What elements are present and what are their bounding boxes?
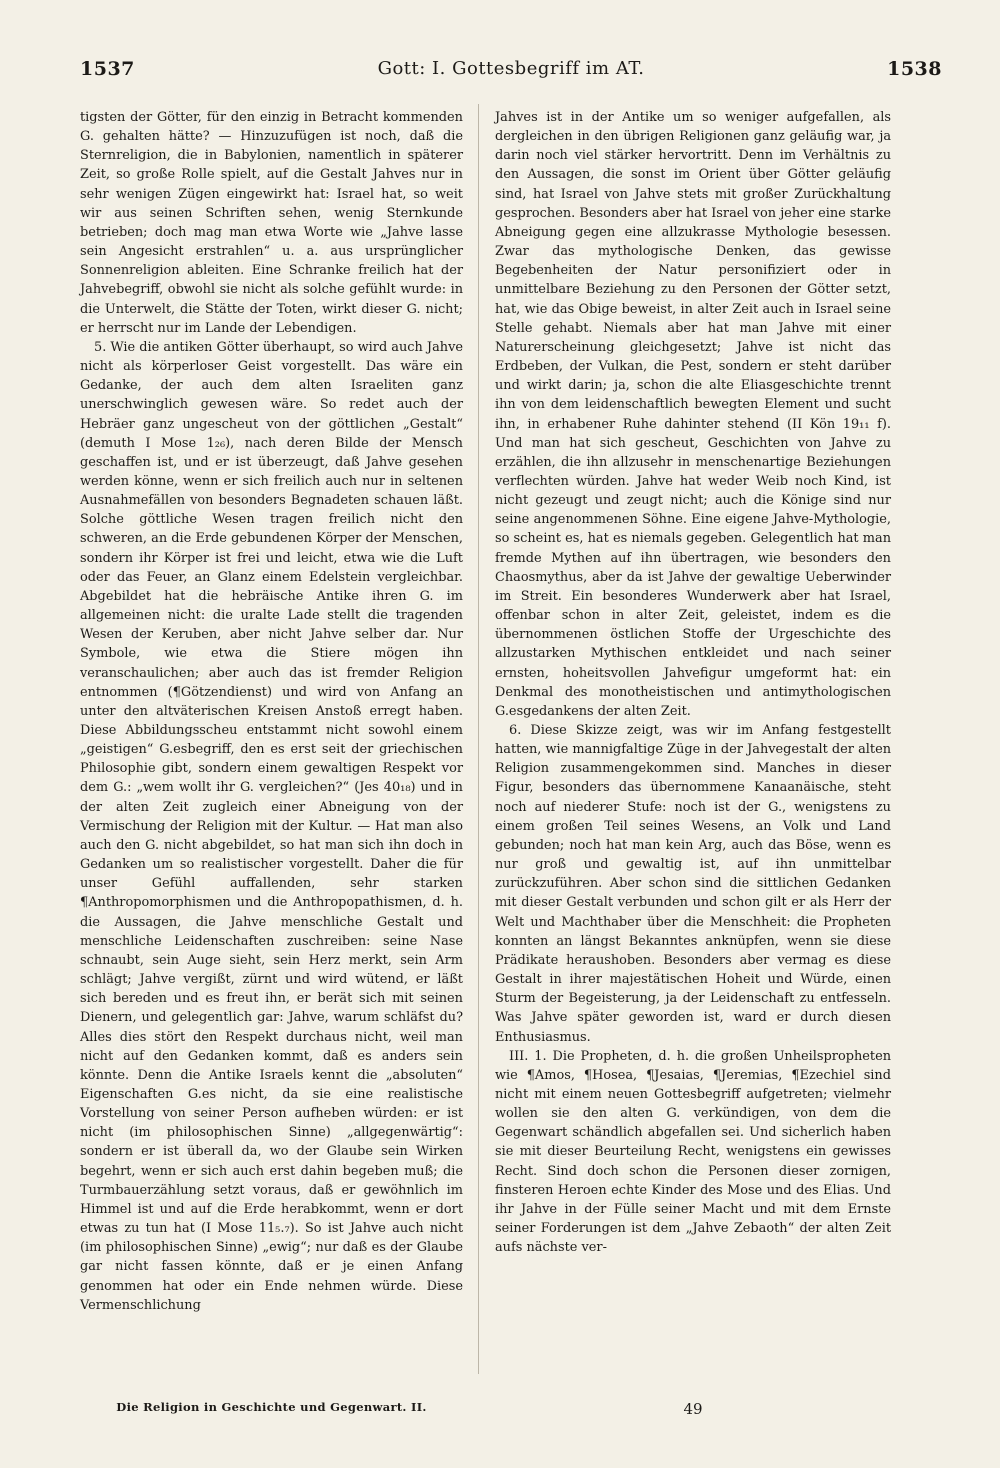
right-paragraph-3: III. 1. Die Propheten, d. h. die großen Unheilspropheten wie ¶Amos, ¶Hosea, ¶Jesaias, ¶Jeremias, ¶Ezechiel sind nicht mit einem neuen Gottesbegriff aufgetreten; vielmehr wollen sie den alten G. verkündigen, von dem die Gegenwart schändlich abgefallen sei. Und sicherlich haben sie mit dieser Beurteilung Recht, wenigstens ein gewisses Recht. Sind doch schon die Personen dieser zornigen, finsteren Heroen echte Kinder des Mose und des Elias. Und ihr Jahve in der Fülle seiner Macht und mit dem Ernste seiner Forderungen ist dem „Jahve Zebaoth“ der alten Zeit aufs nächste ver- [495,1048,891,1256]
running-title: Gott: I. Gottesbegriff im AT. [377,58,645,79]
right-paragraph-2: 6. Diese Skizze zeigt, was wir im Anfang festgestellt hatten, wie mannigfaltige Züge in der Jahvegestalt der alten Religion zusammengekommen sind. Manches in dieser Figur, besonders das übernommene Kanaanäische, steht noch auf niederer Stufe: noch ist der G., wenigstens zu einem großen Teil seines Wesens, an Volk und Land gebunden; noch hat man kein Arg, auch das Böse, wenn es nur groß und gewaltig ist, auf ihn unmittelbar zurückzuführen. Aber schon sind die sittlichen Gedanken mit dieser Gestalt verbunden und schon gilt er als Herr der Welt und Machthaber über die Menschheit: die Propheten konnten an längst Bekanntes anknüpfen, wenn sie diese Prädikate heraushoben. Besonders aber vermag es diese Gestalt in ihrer majestätischen Hoheit und Würde, einen Sturm der Begeisterung, ja der Leidenschaft zu entfesseln. Was Jahve später geworden ist, ward er durch diesen Enthusiasmus. [495,723,891,1045]
footer-signature-number: 49 [683,1400,703,1418]
left-column [80,108,463,1315]
footer-publication-title: Die Religion in Geschichte und Gegenwart. II. [116,1400,427,1414]
left-paragraph-2: 5. Wie die antiken Götter überhaupt, so wird auch Jahve nicht als körperloser Geist vorgestellt. Das wäre ein Gedanke, der auch dem alten Israeliten ganz unerschwinglich gewesen wäre. So redet auch der Hebräer ganz ungescheut von der göttlichen „Gestalt“ (demuth I Mose 1₂₆), nach deren Bilde der Mensch geschaffen ist, und er ist überzeugt, daß Jahve gesehen werden könne, wenn er sich freilich auch nur in seltenen Ausnahmefällen von besonders Begnadeten schauen läßt. Solche göttliche Wesen tragen freilich nicht den schweren, an die Erde gebundenen Körper der Menschen, sondern ihr Körper ist frei und leicht, etwa wie die Luft oder das Feuer, an Glanz einem Edelstein vergleichbar. Abgebildet hat die hebräische Antike ihren G. im allgemeinen nicht: die uralte Lade stellt die tragenden Wesen der Keruben, aber nicht Jahve selber dar. Nur Symbole, wie etwa die Stiere mögen ihn veranschaulichen; aber auch das ist fremder Religion entnommen (¶Götzendienst) und wird von Anfang an unter den altväterischen Kreisen Anstoß erregt haben. Diese Abbildungsscheu entstammt nicht sowohl einem „geistigen“ G.esbegriff, den es erst seit der griechischen Philosophie gibt, sondern einem gewaltigen Respekt vor dem G.: „wem wollt ihr G. vergleichen?“ (Jes 40₁₈) und in der alten Zeit zugleich einer Abneigung von der Vermischung der Religion mit der Kultur. — Hat man also auch den G. nicht abgebildet, so hat man sich ihn doch in Gedanken um so realistischer vorgestellt. Daher die für unser Gefühl auffallenden, sehr starken ¶Anthropomorphismen und die Anthropopathismen, d. h. die Aussagen, die Jahve menschliche Gestalt und menschliche Leidenschaften zuschreiben: seine Nase schnaubt, sein Auge sieht, sein Herz merkt, sein Arm schlägt; Jahve vergißt, zürnt und wird wütend, er läßt sich bereden und es freut ihn, er berät sich mit seinen Dienern, und gelegentlich gar: Jahve, warum schläfst du? Alles dies stört den Respekt durchaus nicht, weil man nicht auf den Gedanken kommt, daß es anders sein könnte. Denn die Antike Israels kennt die „absoluten“ Eigenschaften G.es nicht, da sie eine realistische Vorstellung von seiner Person aufheben würden: er ist nicht (im philosophischen Sinne) „allgegenwärtig“: sondern er ist überall da, wo der Glaube sein Wirken begehrt, wenn er sich auch erst dahin begeben muß; die Turmbauerzählung setzt voraus, daß er gewöhnlich im Himmel ist und auf die Erde herabkommt, wenn er dort etwas zu tun hat (I Mose 11₅.₇). So ist Jahve auch nicht (im philosophischen Sinne) „ewig“; nur daß es der Glaube gar nicht fassen könnte, daß er je einen Anfang genommen hat oder ein Ende nehmen würde. Diese Vermenschlichung [80,339,463,1313]
running-header [80,58,942,86]
column-divider [478,104,479,1374]
left-paragraph-1: tigsten der Götter, für den einzig in Betracht kommenden G. gehalten hätte? — Hinzuzufügen ist noch, daß die Sternreligion, die in Babylonien, namentlich in späterer Zeit, so große Rolle spielt, auf die Gestalt Jahves nur in sehr wenigen Zügen eingewirkt hat: Israel hat, so weit wir aus seinen Schriften sehen, wenig Sternkunde betrieben; doch mag man etwa Worte wie „Jahve lasse sein Angesicht erstrahlen“ u. a. aus ursprünglicher Sonnenreligion ableiten. Eine Schranke freilich hat der Jahvebegriff, obwohl sie nicht als solche gefühlt wurde: in die Unterwelt, die Stätte der Toten, wirkt dieser G. nicht; er herrscht nur im Lande der Lebendigen. [80,110,463,336]
right-paragraph-1: Jahves ist in der Antike um so weniger aufgefallen, als dergleichen in den übrigen Religionen ganz geläufig war, ja darin noch viel stärker hervortritt. Denn im Verhältnis zu den Aussagen, die sonst im Orient über Götter geläufig sind, hat Israel von Jahve stets mit großer Zurückhaltung gesprochen. Besonders aber hat Israel von jeher eine starke Abneigung gegen eine allzukrasse Mythologie besessen. Zwar das mythologische Denken, das gewisse Begebenheiten der Natur personifiziert oder in unmittelbare Beziehung zu den Personen der Götter setzt, hat, wie das Obige beweist, in alter Zeit auch in Israel seine Stelle gehabt. Niemals aber hat man Jahve mit einer Naturerscheinung gleichgesetzt; Jahve ist nicht das Erdbeben, der Vulkan, die Pest, sondern er steht darüber und wirkt darin; ja, schon die alte Eliasgeschichte trennt ihn von dem leidenschaftlich bewegten Element und sucht ihn, in erhabener Ruhe dahinter stehend (II Kön 19₁₁ f). Und man hat sich gescheut, Geschichten von Jahve zu erzählen, die ihn allzusehr in menschenartige Beziehungen verflechten würden. Jahve hat weder Weib noch Kind, ist nicht gezeugt und zeugt nicht; auch die Könige sind nur seine angenommenen Söhne. Eine eigene Jahve-Mythologie, so scheint es, hat es niemals gegeben. Gelegentlich hat man fremde Mythen auf ihn übertragen, wie besonders den Chaosmythus, aber da ist Jahve der gewaltige Ueberwinder im Streit. Ein besonderes Wunderwerk aber hat Israel, offenbar schon in alter Zeit, geleistet, indem es die übernommenen östlichen Stoffe der Urgeschichte des allzustarken Mythischen entkleidet und nach seiner ernsten, hoheitsvollen Jahvefigur umgeformt hat: ein Denkmal des monotheistischen und antimythologischen G.esgedankens der alten Zeit. [495,110,891,719]
right-column [495,108,891,1257]
page-number-left: 1537 [80,58,135,80]
page-number-right: 1538 [887,58,942,80]
